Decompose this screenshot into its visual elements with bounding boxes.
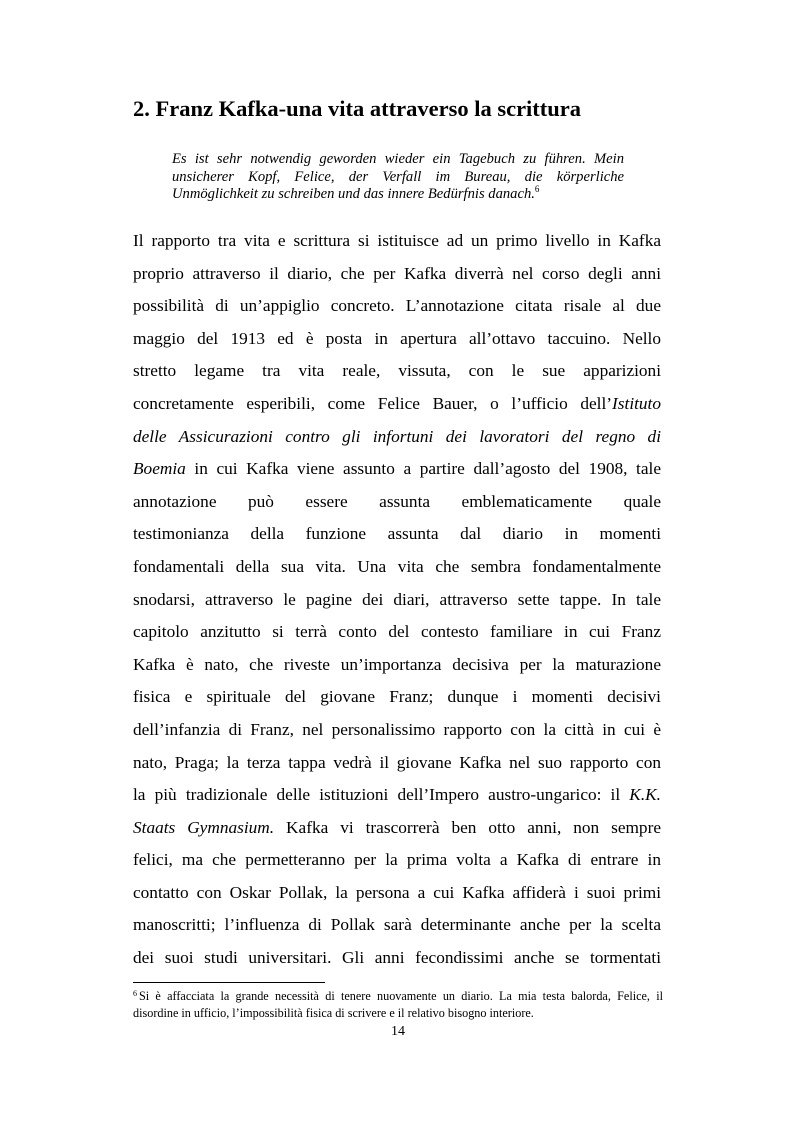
body-line: [133, 747, 661, 780]
body-text-run: Il rapporto tra vita e scrittura si istituisce ad un primo livello in Kafka: [133, 231, 661, 250]
footnote: [133, 988, 663, 1022]
body-text-run: in cui Kafka viene assunto a partire dall’agosto del 1908, tale: [185, 459, 661, 479]
footnote-reference[interactable]: 6: [534, 184, 540, 194]
footnote-separator: [133, 982, 325, 983]
italic-text: K.K.: [629, 785, 661, 805]
body-line: [133, 225, 661, 258]
body-text-run: capitolo anzitutto si terrà conto del contesto familiare in cui Franz: [133, 622, 661, 642]
body-line: [133, 388, 661, 421]
epigraph-line: unsicherer Kopf, Felice, der Verfall im Bureau, die körperliche: [172, 168, 624, 185]
body-line: [133, 453, 661, 486]
body-text-run: Kafka è nato, che riveste un’importanza decisiva per la maturazione: [133, 654, 661, 674]
body-text-run: concretamente esperibili, come Felice Bauer, o l’ufficio dell’: [133, 393, 613, 413]
page-number: 14: [391, 1024, 405, 1039]
chapter-heading: 2. Franz Kafka-una vita attraverso la scrittura: [133, 96, 582, 121]
body-line: [133, 942, 661, 975]
body-line: [133, 584, 661, 617]
body-line: [133, 714, 661, 747]
body-text-run: dei suoi studi universitari. Gli anni fecondissimi anche se tormentati: [133, 948, 661, 968]
body-line: [133, 649, 661, 682]
body-line: [133, 909, 661, 942]
body-text-run: fisica e spirituale del giovane Franz; dunque i momenti decisivi: [133, 687, 661, 707]
footnote-line-text: Si è affacciata la grande necessità di tenere nuovamente un diario. La mia testa balorda, Felice, il: [139, 989, 663, 1003]
body-line: [133, 258, 661, 291]
body-text-run: nato, Praga; la terza tappa vedrà il giovane Kafka nel suo rapporto con: [133, 752, 661, 772]
body-line: [133, 812, 661, 845]
body-text-run: possibilità di un’appiglio concreto. L’annotazione citata risale al due: [133, 296, 661, 316]
body-line: [133, 877, 661, 910]
body-text-run: Kafka vi trascorrerà ben otto anni, non sempre: [274, 817, 661, 837]
body-text: [133, 225, 661, 975]
body-line: [133, 290, 661, 323]
footnote-line: [133, 988, 663, 1005]
body-line: [133, 779, 661, 812]
body-line: [133, 518, 661, 551]
body-text-run: stretto legame tra vita reale, vissuta, con le sue apparizioni: [133, 361, 661, 381]
body-text-run: maggio del 1913 ed è posta in apertura all’ottavo taccuino. Nello: [133, 328, 661, 348]
epigraph-quote: [172, 151, 624, 204]
body-line: [133, 486, 661, 519]
body-line: [133, 681, 661, 714]
body-text-run: dell’infanzia di Franz, nel personalissimo rapporto con la città in cui è: [133, 719, 661, 739]
body-line: [133, 551, 661, 584]
body-text-run: felici, ma che permetteranno per la prima volta a Kafka di entrare in: [133, 850, 661, 870]
epigraph-line-text: Unmöglichkeit zu schreiben und das innere Bedürfnis danach.: [172, 186, 535, 202]
body-line: [133, 323, 661, 356]
body-text-run: annotazione può essere assunta emblematicamente quale: [133, 491, 661, 511]
body-text-run: proprio attraverso il diario, che per Kafka diverrà nel corso degli anni: [133, 263, 661, 283]
footnote-number: 6: [133, 989, 137, 998]
body-text-run: fondamentali della sua vita. Una vita che sembra fondamentalmente: [133, 556, 661, 576]
body-text-run: testimonianza della funzione assunta dal diario in momenti: [133, 524, 661, 544]
body-line: [133, 616, 661, 649]
italic-text: Istituto: [612, 393, 661, 413]
footnote-line: disordine in ufficio, l’impossibilità fisica di scrivere e il relativo bisogno interiore.: [133, 1006, 534, 1020]
body-text-run: snodarsi, attraverso le pagine dei diari, attraverso sette tappe. In tale: [133, 589, 661, 609]
italic-text: Staats Gymnasium.: [133, 817, 275, 837]
body-text-run: manoscritti; l’influenza di Pollak sarà determinante anche per la scelta: [133, 915, 661, 935]
body-line: [133, 421, 661, 454]
italic-text: delle Assicurazioni contro gli infortuni dei lavoratori del regno di: [133, 426, 661, 446]
body-line: [133, 355, 661, 388]
body-text-run: la più tradizionale delle istituzioni dell’Impero austro-ungarico: il: [133, 785, 630, 805]
epigraph-line-last: [172, 186, 624, 204]
epigraph-line: Es ist sehr notwendig geworden wieder ein Tagebuch zu führen. Mein: [172, 151, 624, 167]
body-text-run: contatto con Oskar Pollak, la persona a cui Kafka affiderà i suoi primi: [133, 882, 661, 902]
italic-text: Boemia: [133, 459, 186, 479]
body-line: [133, 844, 661, 877]
